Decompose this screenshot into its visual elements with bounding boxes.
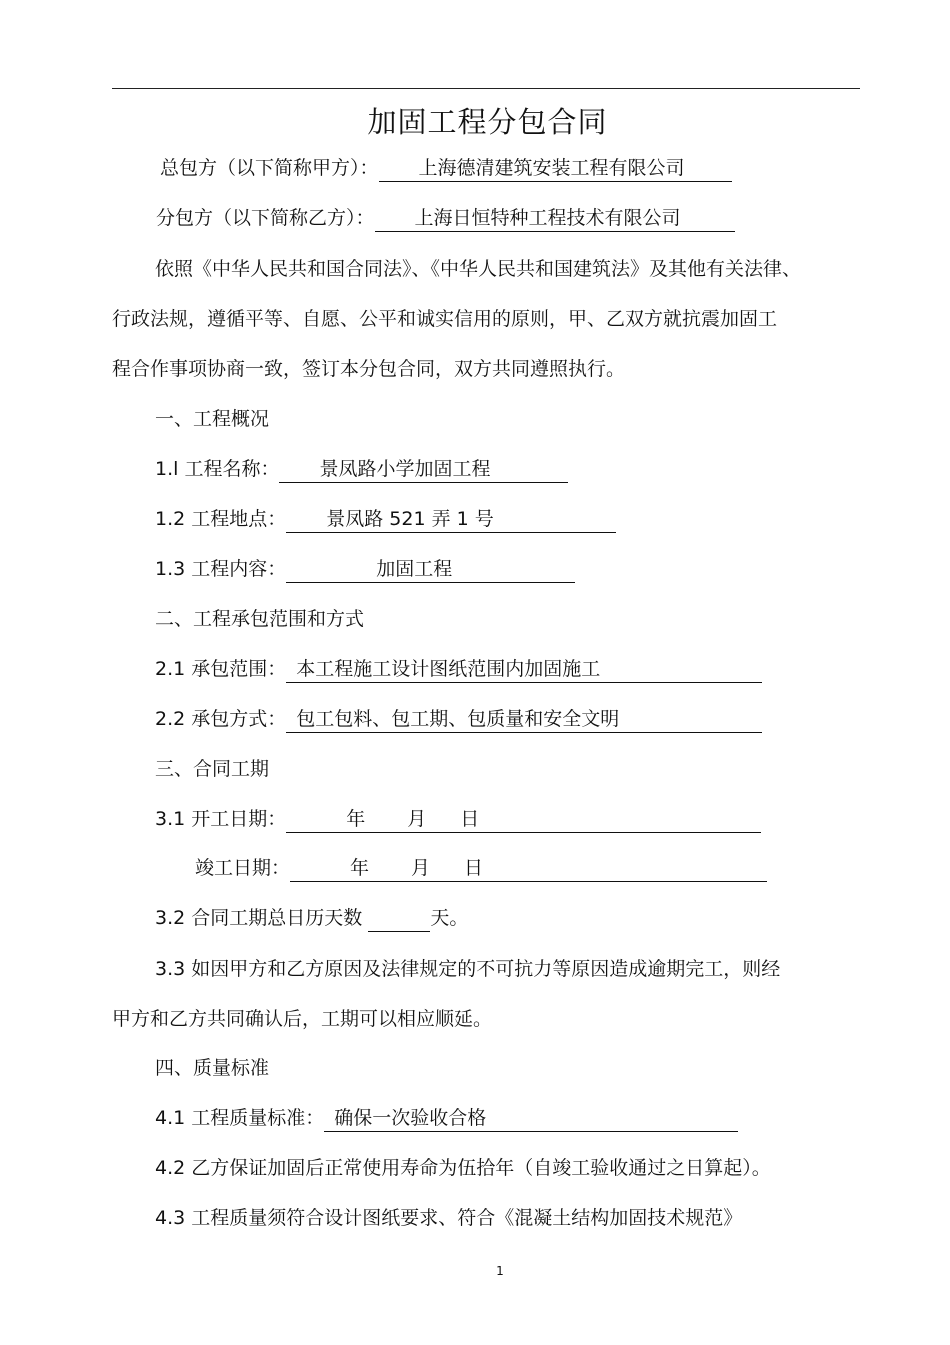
preamble-line-3: 程合作事项协商一致，签订本分包合同，双方共同遵照执行。 — [112, 358, 626, 380]
project-content-value: 加固工程 — [286, 557, 575, 583]
party-b-label: 分包方（以下简称乙方）： — [156, 207, 375, 229]
contract-mode-value: 包工包料、包工期、包质量和安全文明 — [286, 707, 762, 733]
section-1-heading: 一、工程概况 — [155, 408, 270, 430]
total-days-blank — [368, 906, 430, 932]
party-b-value: 上海日恒特种工程技术有限公司 — [375, 206, 735, 232]
end-date-line — [195, 856, 767, 882]
preamble-line-2: 行政法规，遵循平等、自愿、公平和诚实信用的原则，甲、乙双方就抗震加固工 — [112, 308, 778, 330]
page-number: 1 — [496, 1264, 504, 1278]
party-b-line — [156, 206, 735, 232]
quality-standard-value: 确保一次验收合格 — [324, 1106, 738, 1132]
preamble-line-1: 依照《中华人民共和国合同法》、《中华人民共和国建筑法》及其他有关法律、 — [155, 258, 802, 280]
start-date-line — [155, 807, 761, 833]
section-2-heading: 二、工程承包范围和方式 — [155, 608, 365, 630]
total-days-label: 3.2 合同工期总日历天数 — [155, 907, 363, 929]
project-location-value: 景凤路 521 弄 1 号 — [286, 507, 616, 533]
service-life-clause: 4.2 乙方保证加固后正常使用寿命为伍拾年（自竣工验收通过之日算起）。 — [155, 1157, 771, 1179]
start-day-label: 日 — [460, 808, 480, 830]
start-year-label: 年 — [346, 808, 366, 830]
quality-standard-line — [155, 1106, 738, 1132]
delay-clause-line-2: 甲方和乙方共同确认后，工期可以相应顺延。 — [112, 1008, 493, 1030]
start-month-label: 月 — [407, 808, 427, 830]
contract-scope-line — [155, 657, 762, 683]
start-date-label: 3.1 开工日期： — [155, 808, 287, 830]
project-name-line — [155, 457, 568, 483]
project-location-line — [155, 507, 616, 533]
section-4-heading: 四、质量标准 — [155, 1057, 270, 1079]
document-title: 加固工程分包合同 — [367, 105, 608, 139]
total-days-suffix: 天。 — [430, 907, 469, 929]
start-date-field — [286, 807, 761, 833]
contract-scope-value: 本工程施工设计图纸范围内加固施工 — [286, 657, 762, 683]
project-content-line — [155, 557, 575, 583]
contract-scope-label: 2.1 承包范围： — [155, 658, 287, 680]
contract-mode-line — [155, 707, 762, 733]
project-name-value: 景凤路小学加固工程 — [279, 457, 568, 483]
party-a-line — [160, 156, 732, 182]
project-name-label: 1.l 工程名称： — [155, 458, 280, 480]
end-day-label: 日 — [464, 857, 484, 879]
party-a-label: 总包方（以下简称甲方）： — [160, 157, 379, 179]
contract-mode-label: 2.2 承包方式： — [155, 708, 287, 730]
section-3-heading: 三、合同工期 — [155, 758, 270, 780]
end-date-field — [290, 856, 767, 882]
end-year-label: 年 — [350, 857, 370, 879]
quality-compliance-clause: 4.3 工程质量须符合设计图纸要求、符合《混凝土结构加固技术规范》 — [155, 1207, 743, 1229]
project-location-label: 1.2 工程地点： — [155, 508, 287, 530]
end-month-label: 月 — [411, 857, 431, 879]
project-content-label: 1.3 工程内容： — [155, 558, 287, 580]
end-date-label: 竣工日期： — [195, 857, 291, 879]
header-rule — [112, 88, 860, 89]
party-a-value: 上海德清建筑安装工程有限公司 — [379, 156, 732, 182]
total-days-line — [155, 906, 468, 932]
quality-standard-label: 4.1 工程质量标准： — [155, 1107, 325, 1129]
delay-clause-line-1: 3.3 如因甲方和乙方原因及法律规定的不可抗力等原因造成逾期完工，则经 — [155, 958, 781, 980]
